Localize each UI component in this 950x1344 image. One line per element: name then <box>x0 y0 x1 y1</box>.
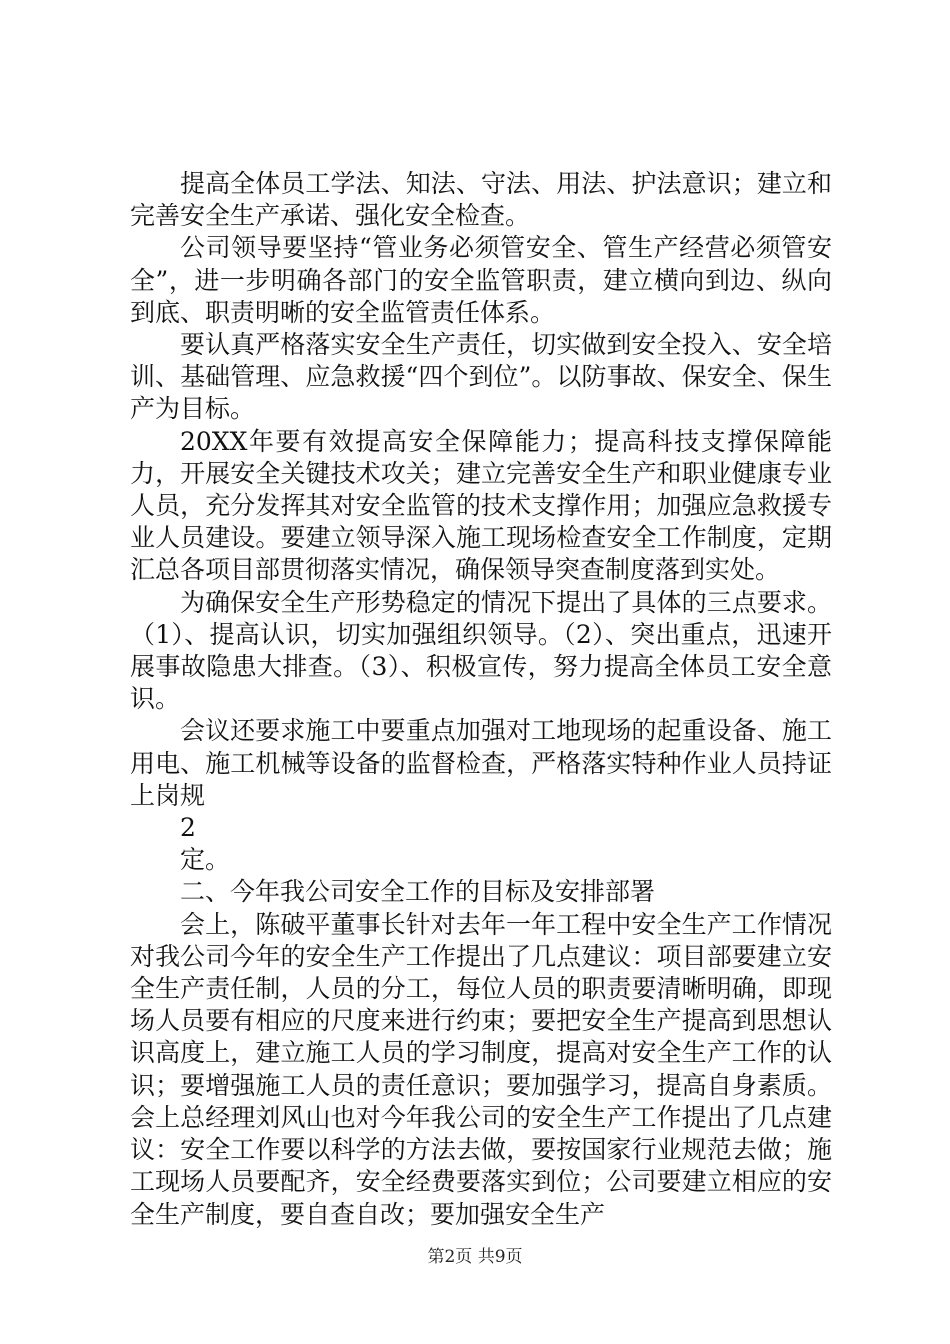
paragraph-meeting-suggestions: 会上，陈破平董事长针对去年一年工程中安全生产工作情况对我公司今年的安全生产工作提出了几点建议：项目部要建立安全生产责任制，人员的分工，每位人员的职责要清晰明确，即现场人员要有相应的尺度来进行约束；要把安全生产提高到思想认识高度上，建立施工人员的学习制度，提高对安全生产工作的认识；要增强施工人员的责任意识；要加强学习，提高自身素质。会上总经理刘风山也对今年我公司的安全生产工作提出了几点建议：安全工作要以科学的方法去做，要按国家行业规范去做；施工现场人员要配齐，安全经费要落实到位；公司要建立相应的安全生产制度，要自查自改；要加强安全生产 <box>130 909 832 1229</box>
page-break-number: 2 <box>180 813 196 843</box>
document-body <box>130 168 832 1231</box>
paragraph-four-in-place: 要认真严格落实安全生产责任，切实做到安全投入、安全培训、基础管理、应急救援“四个到位”。以防事故、保安全、保生产为目标。 <box>130 330 832 424</box>
paragraph-safety-capability: 20XX年要有效提高安全保障能力；提高科技支撑保障能力，开展安全关键技术攻关；建立完善安全生产和职业健康专业人员，充分发挥其对安全监管的技术支撑作用；加强应急救援专业人员建设。要建立领导深入施工现场检查安全工作制度，定期汇总各项目部贯彻落实情况，确保领导突查制度落到实处。 <box>130 426 832 585</box>
page-footer: 第2页 共9页 <box>427 1247 523 1267</box>
paragraph-leadership-responsibility: 公司领导要坚持“管业务必须管安全、管生产经营必须管安全”，进一步明确各部门的安全监管职责，建立横向到边、纵向到底、职责明晰的安全监管责任体系。 <box>130 233 832 327</box>
paragraph-study-law: 提高全体员工学法、知法、守法、用法、护法意识；建立和完善安全生产承诺、强化安全检查。 <box>130 169 832 231</box>
section-heading-goals: 二、今年我公司安全工作的目标及安排部署 <box>180 877 656 907</box>
paragraph-continuation: 定。 <box>180 845 231 875</box>
paragraph-site-inspection: 会议还要求施工中要重点加强对工地现场的起重设备、施工用电、施工机械等设备的监督检查，严格落实特种作业人员持证上岗规 <box>130 716 832 810</box>
paragraph-three-requirements: 为确保安全生产形势稳定的情况下提出了具体的三点要求。（1）、提高认识，切实加强组织领导。（2）、突出重点，迅速开展事故隐患大排查。（3）、积极宣传，努力提高全体员工安全意识。 <box>130 587 832 714</box>
